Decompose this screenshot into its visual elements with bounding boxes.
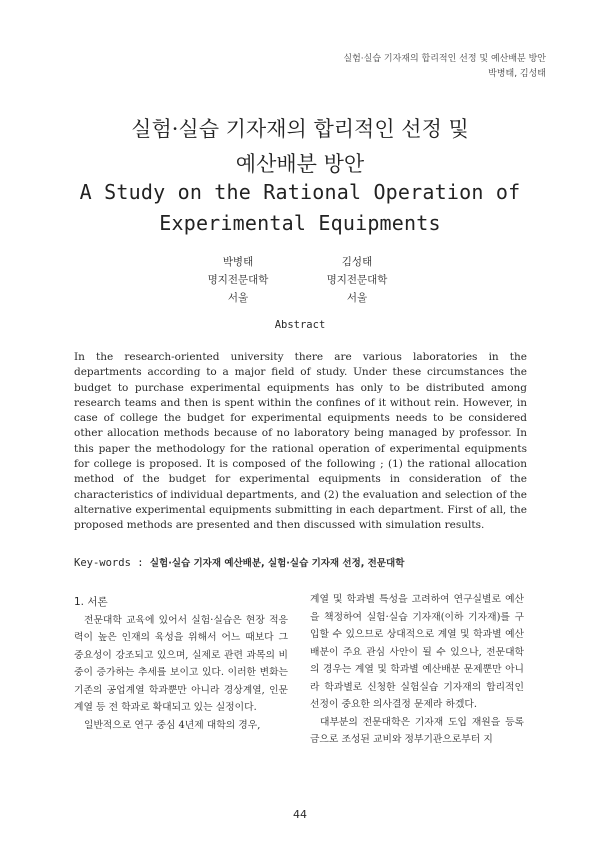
english-title-line-1: A Study on the Rational Operation of xyxy=(79,180,521,204)
body-column-right xyxy=(310,591,524,749)
running-head-authors: 박병태, 김성태 xyxy=(488,69,546,79)
abstract-heading: Abstract xyxy=(274,319,326,331)
body-paragraph: 일반적으로 연구 중심 4년제 대학의 경우, xyxy=(84,719,261,731)
author-block-1 xyxy=(178,253,298,307)
author-city: 서울 xyxy=(346,292,368,304)
korean-title-line-2: 예산배분 방안 xyxy=(235,152,365,176)
author-name: 박병태 xyxy=(222,256,254,268)
english-title-line-2: Experimental Equipments xyxy=(159,211,441,235)
korean-title xyxy=(0,112,600,182)
english-title xyxy=(0,177,600,239)
abstract-body: In the research-oriented university there are various laboratories in the departments according to a major field of study. Under these circumstances the budget to purchase experimental equipments has only to be distributed among research teams and then is spent within the confines of it without rein. However, in case of college the budget for experimental equipments needs to be considered other allocation methods because of no laboratory being managed by professor. In this paper the methodology for the rational operation of experimental equipments for college is proposed. It is composed of the following ; (1) the rational allocation method of the budget for experimental equipments in consideration of the characteristics of individual departments, and (2) the evaluation and selection of the alternative experimental equipments submitting in each department. First of all, the proposed methods are presented and then discussed with simulation results. xyxy=(74,351,527,532)
korean-title-line-1: 실험·실습 기자재의 합리적인 선정 및 xyxy=(131,117,469,141)
author-block-2 xyxy=(297,253,417,307)
keywords-values: 실험·실습 기자재 예산배분, 실험·실습 기자재 선정, 전문대학 xyxy=(149,558,405,569)
body-paragraph: 대부분의 전문대학은 기자재 도입 재원을 등록금으로 조성된 교비와 정부기관으로부터 지 xyxy=(310,716,524,745)
keywords-label: Key-words : xyxy=(74,557,150,569)
section-heading: 1. 서론 xyxy=(74,596,108,608)
page-number: 44 xyxy=(293,808,307,821)
author-name: 김성태 xyxy=(341,256,373,268)
author-city: 서울 xyxy=(227,292,249,304)
author-affiliation: 명지전문대학 xyxy=(207,274,269,286)
running-head-title: 실험·실습 기자재의 합리적인 선정 및 예산배분 방안 xyxy=(343,54,546,64)
body-paragraph: 계열 및 학과별 특성을 고려하여 연구실별로 예산을 책정하여 실험·실습 기자재(이하 기자재)를 구입할 수 있으므로 상대적으로 계열 및 학과별 예산배분이 주요 관심 사안이 될 수 있으나, 전문대학의 경우는 계열 및 학과별 예산배분 문제뿐만 아니라 학과별로 신청한 실험실습 기자재의 합리적인 선정이 중요한 의사결정 문제라 하겠다. xyxy=(310,594,524,710)
body-paragraph: 전문대학 교육에 있어서 실험·실습은 현장 적응력이 높은 인재의 육성을 위해서 어느 때보다 그 중요성이 강조되고 있으며, 실제로 관련 과목의 비중이 증가하는 추세를 보이고 있다. 이러한 변화는 기존의 공업계열 학과뿐만 아니라 경상계열, 인문계열 등 전 학과로 확대되고 있는 실정이다. xyxy=(74,614,288,713)
keywords xyxy=(74,555,404,569)
running-head xyxy=(343,52,546,82)
body-column-left xyxy=(74,594,288,734)
author-affiliation: 명지전문대학 xyxy=(326,274,388,286)
